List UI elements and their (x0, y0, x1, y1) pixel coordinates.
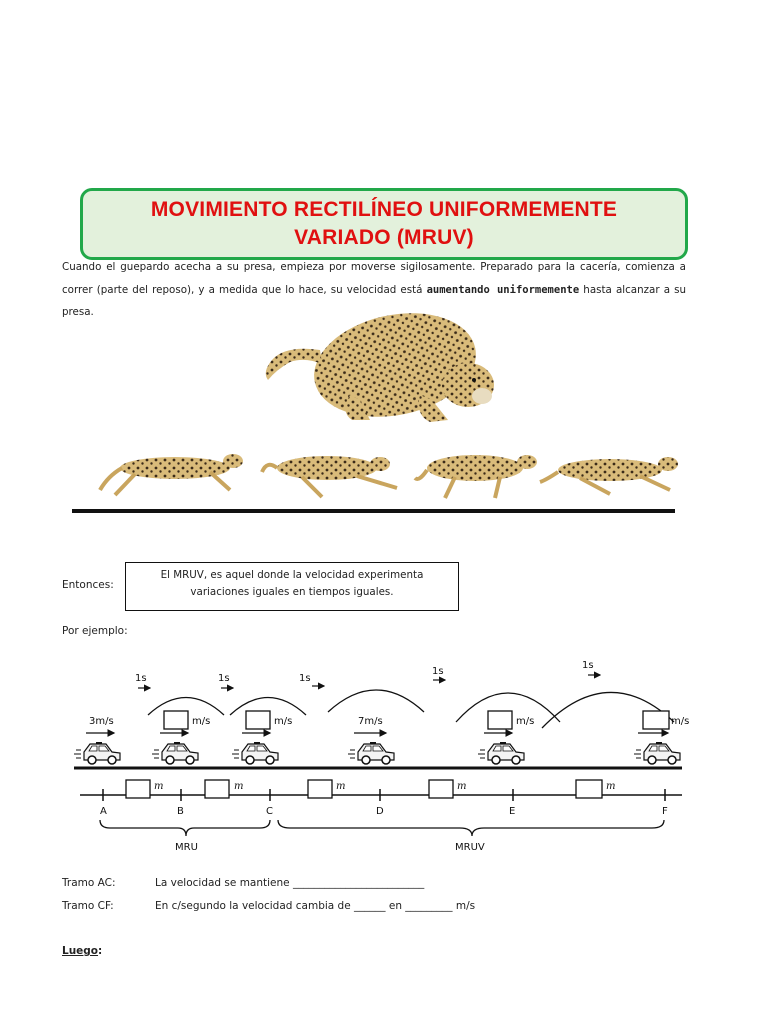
velocity-label-5: m/s (516, 716, 535, 727)
velocity-label-4: 7m/s (358, 716, 383, 727)
example-label: Por ejemplo: (62, 625, 128, 637)
point-label-b: B (177, 806, 184, 817)
entonces-label: Entonces: (62, 579, 114, 591)
mru-brace (100, 820, 270, 836)
velocity-box-2 (246, 711, 270, 729)
car-icon (478, 742, 524, 764)
distance-unit-2: m (234, 781, 244, 792)
definition-line-2: variaciones iguales en tiempos iguales. (190, 586, 394, 598)
car-icon (634, 742, 680, 764)
tramo-ac-label: Tramo AC: (62, 877, 116, 889)
luego-label: Luego (62, 945, 99, 957)
distance-box-3 (308, 780, 332, 798)
distance-box-4 (429, 780, 453, 798)
mru-label: MRU (175, 842, 198, 853)
time-label-5: 1s (582, 660, 594, 671)
time-arcs (148, 690, 674, 728)
time-label-4: 1s (432, 666, 444, 677)
time-label-2: 1s (218, 673, 230, 684)
tramo-cf-label: Tramo CF: (62, 900, 114, 912)
point-label-e: E (509, 806, 516, 817)
distance-box-5 (576, 780, 602, 798)
point-label-d: D (376, 806, 384, 817)
distance-box-2 (205, 780, 229, 798)
velocity-box-3 (488, 711, 512, 729)
point-label-a: A (100, 806, 107, 817)
car-icon (232, 742, 278, 764)
intro-text-2: hasta alcanzar a su presa. (62, 283, 687, 318)
tramo-ac-text: La velocidad se mantiene _________________________ (155, 877, 425, 889)
velocity-label-3: m/s (274, 716, 293, 727)
title-line-2: VARIADO (MRUV) (294, 226, 474, 249)
intro-bold: aumentando uniformemente (426, 283, 580, 296)
velocity-label-6: m/s (671, 716, 690, 727)
distance-box-1 (126, 780, 150, 798)
distance-unit-4: m (457, 781, 467, 792)
mruv-label: MRUV (455, 842, 485, 853)
velocity-box-1 (164, 711, 188, 729)
mruv-brace (278, 820, 664, 836)
luego-colon: : (98, 945, 103, 957)
title-line-1: MOVIMIENTO RECTILÍNEO UNIFORMEMENTE (150, 198, 618, 221)
point-label-f: F (662, 806, 668, 817)
distance-unit-3: m (336, 781, 346, 792)
car-icon (152, 742, 198, 764)
distance-unit-1: m (154, 781, 164, 792)
velocity-box-4 (643, 711, 669, 729)
luego-heading (62, 945, 102, 957)
definition-line-1: El MRUV, es aquel donde la velocidad experimenta (160, 569, 424, 581)
velocity-label-1: 3m/s (89, 716, 114, 727)
velocity-label-2: m/s (192, 716, 211, 727)
intro-text-1: Cuando el guepardo acecha a su presa, empieza por moverse sigilosamente. Preparado para la cacería, comienza a correr (parte del reposo), y a medida que lo hace, su velocidad está (62, 261, 686, 296)
time-label-3: 1s (299, 673, 311, 684)
car-icon (348, 742, 394, 764)
time-label-1: 1s (135, 673, 147, 684)
tramo-cf-text: En c/segundo la velocidad cambia de ______ en _________ m/s (155, 900, 476, 912)
car-icon (74, 742, 120, 764)
distance-unit-5: m (606, 781, 616, 792)
point-label-c: C (266, 806, 273, 817)
